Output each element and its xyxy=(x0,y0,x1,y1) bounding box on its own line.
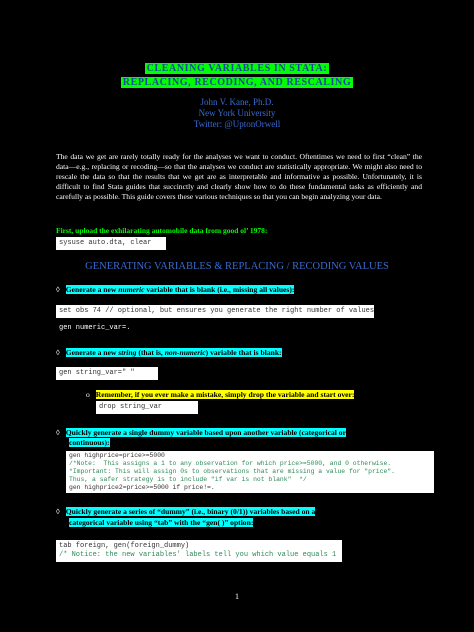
author-twitter: Twitter: @UptonOrwell xyxy=(193,119,281,129)
author-affiliation: New York University xyxy=(198,108,276,118)
intro-paragraph: The data we get are rarely totally ready for the analyses we want to conduct. Oftentimes we need to first “clean” the data—e.g., replacing or recoding—so that the analyses we conduct are statistically appropriate. We might also need to rescale the data so that the results that we get are as interpretable and informative as possible. Unfortunately, it is difficult to find Stata guides that succinctly and clearly show how to do these fundamental tasks as efficiently and carefully as possible. This guide covers these various techniques so that you can begin analyzing your data. xyxy=(56,152,422,201)
code-item1: set obs 74 // optional, but ensures you generate the right number of values xyxy=(56,305,374,318)
bullet-item-dummy-line2: continuous): xyxy=(69,438,110,447)
page-number: 1 xyxy=(235,592,239,601)
bullet-item-numeric: ◊ Generate a new numeric variable that is blank (i.e., missing all values): xyxy=(56,285,295,294)
bullet-diamond-icon: ◊ xyxy=(56,348,60,357)
bullet-item-tab: ◊ Quickly generate a series of “dummy” (i.e., binary (0/1)) variables based on a xyxy=(56,507,316,516)
bullet-diamond-icon: ◊ xyxy=(56,428,60,437)
code-item2: gen string_var=" " xyxy=(56,367,158,380)
doc-title-line2: REPLACING, RECODING, AND RESCALING xyxy=(122,77,352,88)
bullet-item-tab-line2: categorical variable using “tab” with the “gen( )” option: xyxy=(69,518,254,527)
code-item4: tab foreign, gen(foreign_dummy) /* Notice: the new variables' labels tell you which value equals 1 xyxy=(56,540,342,562)
bullet-diamond-icon: ◊ xyxy=(56,285,60,294)
code-item1-line2: gen numeric_var=. xyxy=(59,324,131,332)
bullet-item-dummy: ◊ Quickly generate a single dummy variable based upon another variable (categorical or xyxy=(56,428,346,437)
code-item3: gen highprice=price>=5000 /*Note: This assigns a 1 to any observation for which price>=5000, and 0 otherwise. *Important: This will assign 0s to observations that are missing a value for "price". Thus, a safer strategy is to include "if var is not blank" */ gen highprice2=price>=5000 if price!=. xyxy=(66,451,434,493)
author-block xyxy=(0,97,474,130)
bullet-diamond-icon: ◊ xyxy=(56,507,60,516)
code-drop: drop string_var xyxy=(96,401,198,414)
author-name: John V. Kane, Ph.D. xyxy=(200,97,274,107)
bullet-item-string: ◊ Generate a new string (that is, non-numeric) variable that is blank: xyxy=(56,348,282,357)
doc-title-line1: CLEANING VARIABLES IN STATA: xyxy=(146,63,328,74)
section-heading: GENERATING VARIABLES & REPLACING / RECODING VALUES xyxy=(85,261,389,272)
code-sysuse: sysuse auto.dta, clear xyxy=(56,237,166,250)
first-step-heading: First, upload the exhilarating automobile data from good ol’ 1978: xyxy=(56,226,268,235)
sub-bullet-drop: o Remember, if you ever make a mistake, simply drop the variable and start over: xyxy=(86,390,355,399)
